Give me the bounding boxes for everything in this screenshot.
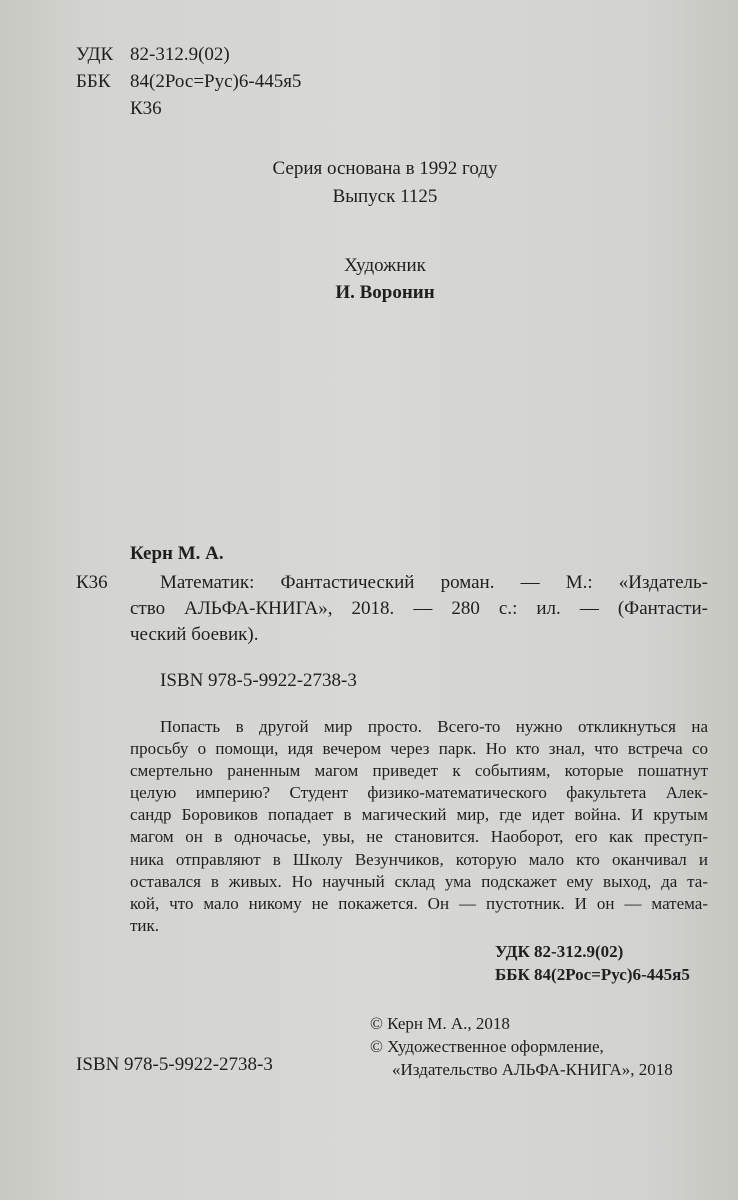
- udk-value: 82-312.9(02): [130, 44, 230, 65]
- footer-bbk: ББК 84(2Рос=Рус)6-445я5: [495, 965, 690, 984]
- annotation-line: Попасть в другой мир просто. Всего-то нужно откликнуться на: [160, 717, 708, 736]
- catalog-line-2: ство АЛЬФА-КНИГА», 2018. — 280 с.: ил. — (Фантасти-: [130, 598, 708, 619]
- annotation-line: кой, что мало никому не покажется. Он — пустотник. И он — матема-: [130, 893, 708, 913]
- series-issue: Выпуск 1125: [332, 186, 438, 207]
- catalog-line-3: ческий боевик).: [130, 624, 259, 645]
- artist-label: Художник: [344, 255, 426, 276]
- series-founded: Серия основана в 1992 году: [272, 158, 498, 179]
- artist-name: И. Воронин: [335, 282, 435, 303]
- author-mark: К36: [130, 98, 162, 119]
- annotation-line: магом он в одночасье, увы, не становится. Наоборот, его как преступ-: [130, 827, 708, 847]
- copyright-design-1: © Художественное оформление,: [370, 1037, 604, 1056]
- annotation-line: оставался в живых. Но научный склад ума подскажет ему выход, да та-: [130, 871, 708, 891]
- catalog-author: Керн М. А.: [130, 543, 224, 564]
- copyright-design-2: «Издательство АЛЬФА-КНИГА», 2018: [392, 1060, 673, 1079]
- udk-label: УДК: [76, 44, 114, 65]
- bbk-label: ББК: [76, 71, 111, 92]
- catalog-mark: К36: [76, 572, 108, 593]
- annotation-line: ника отправляют в Школу Везунчиков, которую мало кто оканчивал и: [130, 849, 708, 869]
- copyright-author: © Керн М. А., 2018: [370, 1014, 510, 1033]
- catalog-isbn: ISBN 978-5-9922-2738-3: [160, 670, 357, 691]
- annotation-line: сандр Боровиков попадает в магический мир, где идет война. И крутым: [130, 805, 708, 825]
- annotation-line: смертельно раненным магом приведет к событиям, которые пошатнут: [130, 761, 708, 781]
- bbk-value: 84(2Рос=Рус)6-445я5: [130, 71, 302, 92]
- annotation-line: просьбу о помощи, идя вечером через парк. Но кто знал, что встреча со: [130, 739, 708, 759]
- annotation-line: тик.: [130, 915, 160, 935]
- annotation-line: целую империю? Студент физико-математического факультета Алек-: [130, 783, 708, 803]
- bottom-isbn: ISBN 978-5-9922-2738-3: [76, 1054, 273, 1075]
- catalog-line-1: Математик: Фантастический роман. — М.: «Издатель-: [160, 572, 708, 593]
- annotation: [130, 716, 708, 937]
- footer-udk: УДК 82-312.9(02): [495, 942, 624, 961]
